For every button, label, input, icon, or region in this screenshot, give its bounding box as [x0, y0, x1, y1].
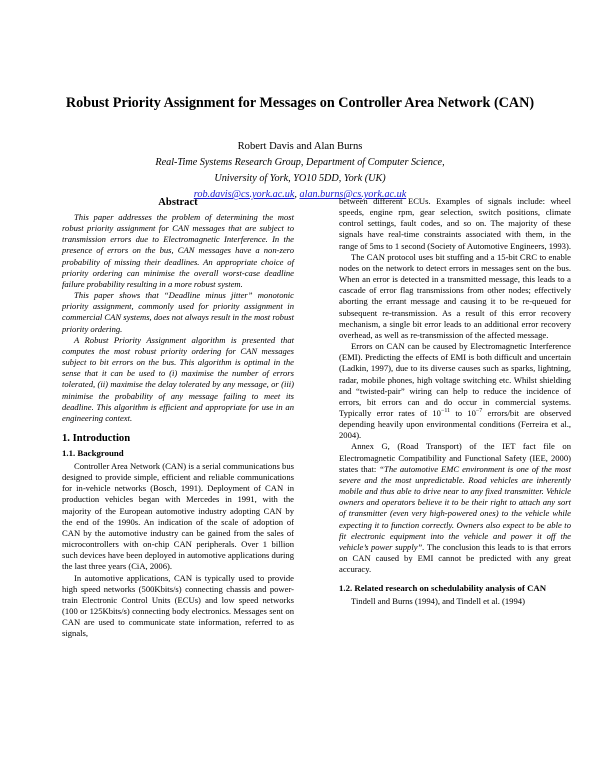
body-paragraph: between different ECUs. Examples of signals include: wheel speeds, engine rpm, gear selection, switch positions, climate control settings, fault codes, and so on. The majority of these signals have real-time constraints associated with them, in the range of 5ms to 1 second (Society of Automotive Engineers, 1993).	[339, 196, 571, 251]
body-paragraph: The CAN protocol uses bit stuffing and a 15-bit CRC to enable nodes on the network to detect errors in messages sent on the bus. When an error is detected in a transmitted message, this leads to a cascade of error flag transmissions from other nodes; effectively aborting the errant message and causing it to be re-queued for subsequent re-transmission. As a result of this error recovery mechanism, a single bit error leads to an additional error recovery overhead, as well as re-transmission of the affected message.	[339, 251, 571, 340]
left-column	[62, 196, 294, 639]
email-separator: ,	[294, 189, 297, 200]
abstract-paragraph: A Robust Priority Assignment algorithm is presented that computes the most robust priority ordering for CAN messages subject to bit errors on the bus. This algorithm is optimal in the sense that it can be used to (i) maximise the number of errors tolerated, (ii) maximise the delay tolerated by any message, or (iii) minimise the probability of any message failing to meet its deadline. This algorithm is efficient and appropriate for use in an engineering context.	[62, 334, 294, 423]
abstract-paragraph: This paper addresses the problem of determining the most robust priority assignment for CAN messages that are subject to transmission errors due to Electromagnetic Interference. In the presence of errors on the bus, CAN messages have a non-zero probability of missing their deadlines. An appropriate choice of priority ordering can minimise the overall worst-case deadline failure probability resulting in a more robust system.	[62, 212, 294, 289]
body-paragraph-annex-quote	[339, 441, 571, 575]
exponent: −11	[440, 408, 451, 415]
text-run: Errors on CAN can be caused by Electromagnetic Interference (EMI). Predicting the effects of EMI is both difficult and uncertain (Ladkin, 1997), due to its diverse causes such as sparks, lightning, radar, mobile phones, high voltage switching etc. Whilst shielding and “twisted-pair” wiring can help to reduce the incidence of errors, bit errors can and do occur in commercial systems. Typically error rates of 10	[339, 341, 571, 418]
email-link-davis[interactable]: rob.davis@cs.york.ac.uk	[193, 189, 295, 200]
body-paragraph: Tindell and Burns (1994), and Tindell et al. (1994)	[351, 596, 525, 607]
abstract-body	[62, 212, 294, 424]
text-run: errors/bit are observed depending heavily upon environmental conditions (Ferreira et al., 2004).	[339, 407, 571, 441]
section-heading-introduction: 1. Introduction	[62, 432, 131, 444]
affiliation-line-1: Real-Time Systems Research Group, Department of Computer Science,	[155, 157, 445, 168]
abstract-heading: Abstract	[158, 197, 198, 208]
body-paragraph: Controller Area Network (CAN) is a serial communications bus designed to provide simple, efficient and reliable communications for in-vehicle networks (Bosch, 1991). Deployment of CAN in production vehicles began with Mercedes in 1991, with the majority of the European automotive industry adopting CAN by the end of the 1990s. An indication of the scale of adoption of CAN by the automotive industry can be gained from the sales of microcontrollers with on-chip CAN peripherals. Over 1 billion such devices have been deployed in automotive applications during the last three years (CiA, 2006).	[62, 460, 294, 572]
exponent: −7	[475, 408, 483, 415]
body-paragraph-error-rates	[339, 341, 571, 441]
quotation: “The automotive EMC environment is one of the most severe and the most unpredictable. Road vehicles are inherently mobile and thus able to drive near to any fixed transmitter. Vehicle owners and operators believe it to be their right to attach any sort of transmitter (even very high-powered ones) to the vehicle while expecting it to function correctly. Owners also expect to be able to fit electronic equipment into the vehicle and power it off the vehicle’s power supply”.	[339, 463, 571, 552]
paper-authors: Robert Davis and Alan Burns	[237, 141, 363, 152]
email-link-burns[interactable]: alan.burns@cs.york.ac.uk	[299, 189, 407, 200]
text-run: The conclusion this leads to is that errors on CAN caused by EMI cannot be predicted with any great accuracy.	[339, 541, 571, 575]
subsection-heading-background: 1.1. Background	[62, 447, 124, 458]
paper-title: Robust Priority Assignment for Messages on Controller Area Network (CAN)	[65, 95, 535, 111]
text-run: to 10	[450, 407, 476, 418]
text-run: Annex G, (Road Transport) of the IET fact file on Electromagnetic Compatibility and Functional Safety (IEE, 2000) states that:	[339, 441, 571, 474]
subsection-heading-related-research: 1.2. Related research on schedulability analysis of CAN	[339, 583, 547, 594]
body-paragraph: In automotive applications, CAN is typically used to provide high speed networks (500Kbits/s) connecting chassis and power-train Electronic Control Units (ECUs) and low speed networks (100 or 125Kbits/s) connecting body electronics. Messages sent on CAN are used to communicate state information, referred to as signals,	[62, 572, 294, 639]
right-column	[339, 196, 571, 607]
affiliation-line-2: University of York, YO10 5DD, York (UK)	[214, 173, 386, 184]
abstract-paragraph: This paper shows that “Deadline minus jitter” monotonic priority assignment, commonly used for priority assignment in commercial CAN systems, does not always result in the most robust priority ordering.	[62, 290, 294, 334]
